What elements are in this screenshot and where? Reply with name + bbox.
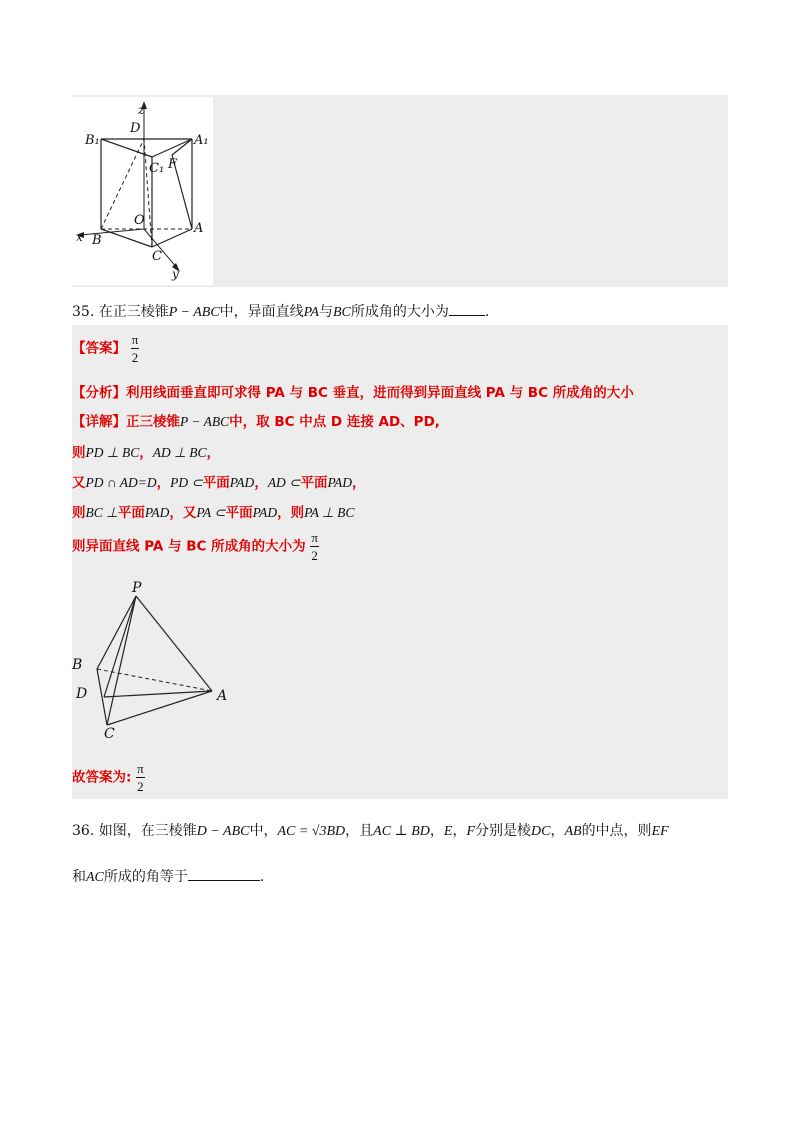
math-expr: DC [531,824,551,839]
question-text: 中， [249,823,278,839]
detail-text: 又 [72,475,86,491]
point-label-a: A [194,221,204,236]
detail-line-3 [72,471,366,491]
math-expr: AD ⊥ BC [152,445,207,460]
question-35 [72,301,489,321]
point-label-a: A [217,688,228,704]
math-expr: PD ∩ AD=D [85,475,157,490]
detail-text: 正三棱锥 [126,414,180,430]
conclusion-line [72,762,145,793]
math-expr: PAD [327,475,353,490]
detail-line-4 [72,501,354,521]
math-expr: P − ABC [168,305,220,320]
detail-text: ，则 [277,505,305,521]
analysis-line [72,381,634,401]
answer-blank [188,868,260,881]
detail-text: ， [352,475,366,491]
analysis-text: 利用线面垂直即可求得 PA 与 BC 垂直，进而得到异面直线 PA 与 BC 所成角的大小 [126,385,634,401]
fraction-numerator: π [311,530,318,545]
fraction-numerator: π [131,332,139,347]
fraction-denominator: 2 [311,548,318,563]
detail-text: ， [254,475,268,491]
prism-figure [72,97,213,285]
detail-label: 【详解】 [72,414,126,430]
question-text: 与 [318,304,333,320]
point-label-d: D [76,686,88,702]
detail-line-5 [72,531,319,562]
question-text: 如图，在三棱锥 [98,823,197,839]
question-end: . [484,304,490,320]
math-expr: AB [564,824,582,839]
math-expr: AC = √3BD [277,824,346,839]
question-text: ，且 [345,823,374,839]
answer-blank [449,303,485,316]
detail-text: 平面 [300,475,328,491]
question-36-line-2 [72,866,264,886]
fraction-denominator: 2 [131,350,139,365]
axis-label-x: x [76,230,83,244]
question-36-line-1 [72,820,669,840]
point-label-d: D [130,121,141,136]
detail-text: 中，取 BC 中点 D 连接 AD、PD, [229,414,440,430]
detail-text: 平面 [225,505,253,521]
point-label-b: B [92,233,102,248]
math-expr: PA ⊥ BC [304,505,355,520]
math-expr: AD ⊂ [267,475,301,490]
question-number: 36. [72,823,95,839]
point-label-a1: A₁ [194,133,209,148]
math-expr: PAD [144,505,170,520]
math-expr: PA ⊂ [196,505,226,520]
detail-text: ， [139,445,153,461]
question-end: . [259,869,265,885]
question-text: 在正三棱锥 [98,304,169,320]
math-expr: PA [303,305,319,320]
prism-diagram [72,97,213,285]
point-label-p: P [132,580,142,596]
detail-text: 则 [72,445,86,461]
point-label-f: F [168,157,178,172]
detail-text: 平面 [117,505,145,521]
point-label-o: O [134,213,145,228]
question-text: ， [429,823,444,839]
tetrahedron-figure [72,580,242,750]
axis-label-z: z [138,103,145,117]
math-expr: AC ⊥ BD [373,824,430,839]
question-text: ， [452,823,467,839]
math-expr: PAD [229,475,255,490]
math-expr: EF [651,824,669,839]
point-label-c1: C₁ [149,161,165,176]
detail-text: 平面 [202,475,230,491]
math-expr: AC [86,870,104,885]
math-expr: PD ⊥ BC [85,445,140,460]
point-label-b1: B₁ [85,133,100,148]
question-text: 所成的角等于 [103,869,188,885]
point-label-c: C [152,249,162,264]
question-text: 的中点，则 [581,823,652,839]
math-expr: BC ⊥ [85,505,118,520]
question-text: ， [550,823,565,839]
detail-text: 则 [72,505,86,521]
math-expr: D − ABC [196,824,250,839]
conclusion-label: 故答案为: [72,769,132,786]
detail-text: 则异面直线 PA 与 BC 所成角的大小为 [72,538,306,555]
math-expr: F [466,824,475,839]
detail-text: ，又 [169,505,197,521]
math-expr: BC [332,305,351,320]
answer-fraction [131,333,140,364]
answer-line [72,333,139,364]
question-text: 和 [72,869,86,885]
conclusion-fraction [136,762,145,793]
answer-label: 【答案】 [72,340,126,357]
detail-line-2 [72,441,220,461]
point-label-c: C [104,726,115,742]
question-text: 所成角的大小为 [350,304,449,320]
question-text: 中，异面直线 [219,304,304,320]
fraction-denominator: 2 [137,779,144,794]
question-number: 35. [72,304,95,320]
detail-line-1 [72,410,440,430]
detail-text: ， [156,475,171,491]
detail-fraction [310,531,319,562]
axis-label-y: y [172,267,179,281]
math-expr: PD ⊂ [170,475,203,490]
fraction-numerator: π [137,761,144,776]
point-label-b: B [72,657,83,673]
math-expr: PAD [252,505,278,520]
tetrahedron-diagram [72,580,242,750]
analysis-label: 【分析】 [72,385,126,401]
detail-text: ， [206,445,221,461]
math-expr: E [443,824,453,839]
math-expr: P − ABC [180,414,230,429]
question-text: 分别是棱 [475,823,531,839]
